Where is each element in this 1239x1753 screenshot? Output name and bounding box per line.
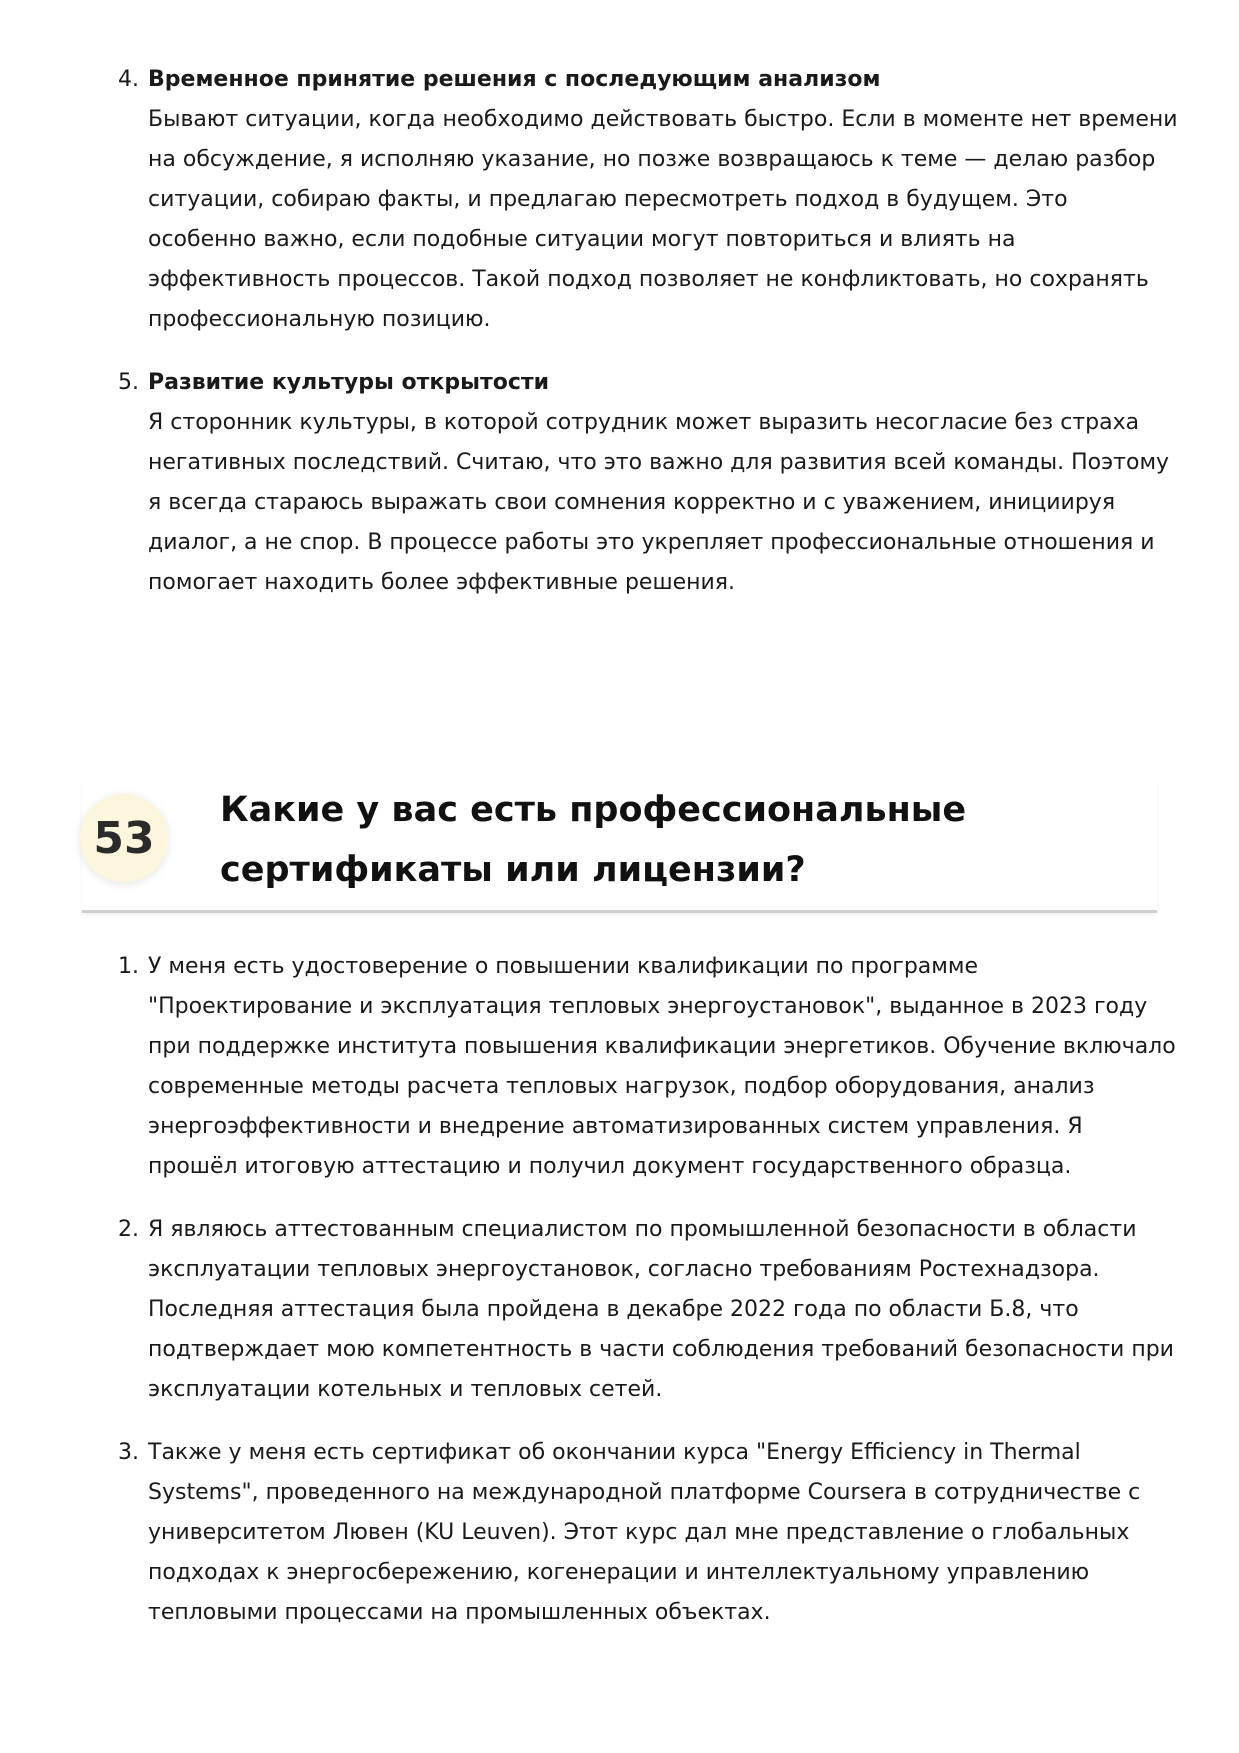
list-item-title: Развитие культуры открытости	[148, 370, 550, 395]
list-item-text: Также у меня есть сертификат об окончании курса "Energy Efficiency in Thermal Systems", проведенного на международной платформе Coursera в сотрудничестве с университетом Лювен (KU Leuven). Этот курс дал мне представление о глобальных подходах к энергосбережению, когенерации и интеллектуальному управлению тепловыми процессами на промышленных объектах.	[148, 1440, 1141, 1625]
question-title: Какие у вас есть профессиональные сертификаты или лицензии?	[220, 790, 967, 890]
list-item-text: Бывают ситуации, когда необходимо действовать быстро. Если в моменте нет времени на обсуждение, я исполняю указание, но позже возвращаюсь к теме — делаю разбор ситуации, собираю факты, и предлагаю пересмотреть подход в будущем. Это особенно важно, если подобные ситуации могут повториться и влиять на эффективность процессов. Такой подход позволяет не конфликтовать, но сохранять профессиональную позицию.	[148, 107, 1178, 332]
list-item-number: 3.	[118, 1440, 139, 1465]
list-item	[0, 947, 1239, 1187]
question-header	[82, 780, 1157, 913]
list-item-text: Я являюсь аттестованным специалистом по промышленной безопасности в области эксплуатации тепловых энергоустановок, согласно требованиям Ростехнадзора. Последняя аттестация была пройдена в декабре 2022 года по области Б.8, что подтверждает мою компетентность в части соблюдения требований безопасности при эксплуатации котельных и тепловых сетей.	[148, 1217, 1174, 1402]
list-item	[0, 363, 1239, 603]
list-item-number: 2.	[118, 1217, 139, 1242]
list-item	[0, 1433, 1239, 1633]
list-item-number: 5.	[118, 370, 139, 395]
list-item-title: Временное принятие решения с последующим анализом	[148, 67, 881, 92]
strategy-list	[0, 60, 1239, 603]
list-item-number: 1.	[118, 954, 139, 979]
list-item-number: 4.	[118, 67, 139, 92]
list-item	[0, 1210, 1239, 1410]
list-item-text: Я сторонник культуры, в которой сотрудник может выразить несогласие без страха негативных последствий. Считаю, что это важно для развития всей команды. Поэтому я всегда стараюсь выражать свои сомнения корректно и с уважением, инициируя диалог, а не спор. В процессе работы это укрепляет профессиональные отношения и помогает находить более эффективные решения.	[148, 410, 1170, 595]
list-item-text: У меня есть удостоверение о повышении квалификации по программе "Проектирование и эксплуатация тепловых энергоустановок", выданное в 2023 году при поддержке института повышения квалификации энергетиков. Обучение включало современные методы расчета тепловых нагрузок, подбор оборудования, анализ энергоэффективности и внедрение автоматизированных систем управления. Я прошёл итоговую аттестацию и получил документ государственного образца.	[148, 954, 1176, 1179]
certificates-list	[0, 947, 1239, 1633]
list-item	[0, 60, 1239, 340]
question-number-badge: 53	[80, 794, 168, 882]
